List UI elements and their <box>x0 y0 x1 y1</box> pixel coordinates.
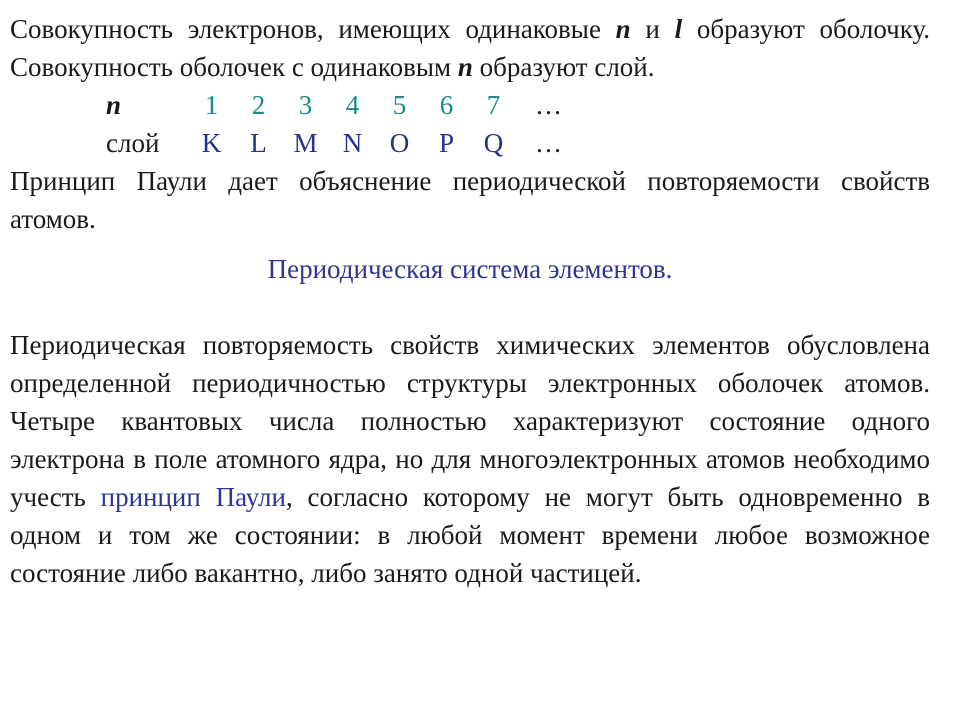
intro-text-4: образуют слой. <box>472 52 655 82</box>
n-value: 2 <box>251 90 266 120</box>
shell-layer-table <box>106 86 562 162</box>
periodicity-text-2: , согласно которому не могут быть одновременно в одном и том же состоянии: в любой момент времени любое возможное состояние либо вакантно, либо занято одной частицей. <box>10 482 930 588</box>
intro-text-3: образуют оболочку. Совокупность оболочек с одинаковым <box>10 14 931 82</box>
var-n: n <box>615 14 631 44</box>
layer-value: P <box>438 128 455 158</box>
layer-row-label: слой <box>106 128 160 158</box>
n-value: 4 <box>345 90 360 120</box>
n-ellipsis: … <box>535 90 562 120</box>
intro-paragraph <box>10 10 930 86</box>
pauli-paragraph: Принцип Паули дает объяснение периодической повторяемости свойств атомов. <box>10 166 930 234</box>
layer-value: M <box>293 128 318 158</box>
n-value: 6 <box>439 90 454 120</box>
n-value: 7 <box>486 90 501 120</box>
var-l: l <box>674 14 683 44</box>
layer-value: L <box>250 128 267 158</box>
pauli-principle-term: принцип Паули <box>100 482 286 512</box>
n-value: 5 <box>392 90 407 120</box>
layer-value: Q <box>483 128 504 158</box>
intro-text-1: Совокупность электронов, имеющих одинаковые <box>10 14 616 44</box>
n-row-label: n <box>106 90 122 120</box>
intro-text-2: и <box>630 14 675 44</box>
layer-value: K <box>201 128 222 158</box>
n-value: 3 <box>298 90 313 120</box>
periodicity-paragraph <box>10 326 930 592</box>
periodicity-text-1: Периодическая повторяемость свойств химических элементов обусловлена определенной периодичностью структуры электронных оболочек атомов. Четыре квантовых числа полностью характеризуют состояние одного электрона в поле атомного ядра, но для многоэлектронных атомов необходимо учесть <box>10 330 930 512</box>
section-title: Периодическая система элементов. <box>267 254 673 284</box>
layer-row <box>106 124 562 162</box>
var-n-2: n <box>457 52 473 82</box>
layer-ellipsis: … <box>535 128 562 158</box>
layer-value: N <box>342 128 363 158</box>
n-row <box>106 86 562 124</box>
layer-value: O <box>389 128 410 158</box>
n-value: 1 <box>204 90 219 120</box>
